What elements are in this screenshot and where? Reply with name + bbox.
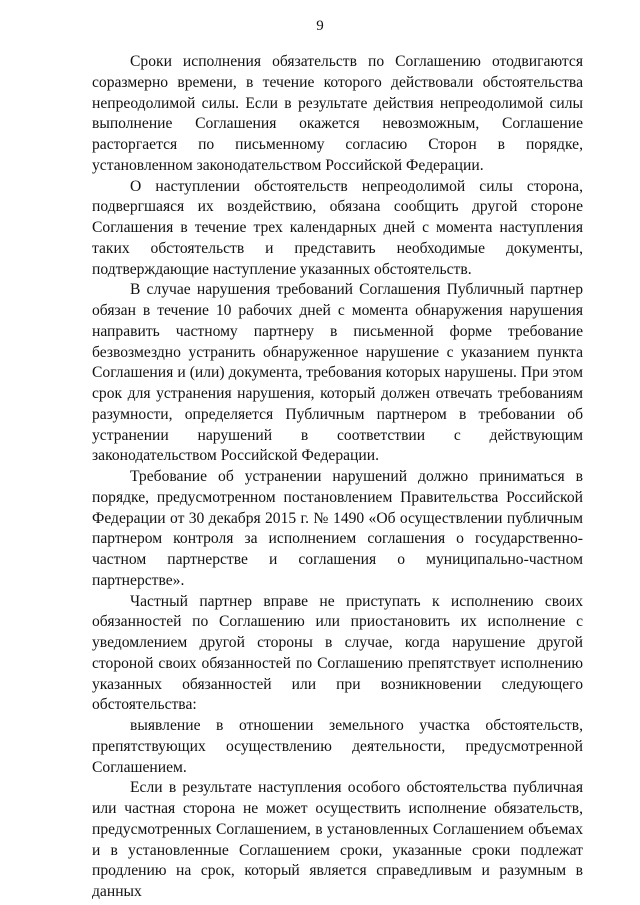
page-number: 9 (316, 18, 324, 34)
paragraph-elimination-order: Требование об устранении нарушений должно приниматься в порядке, предусмотренном постановлением Правительства Российской Федерации от 30 декабря 2015 г. № 1490 «Об осуществлении публичным партнером контроля за исполнением соглашения о государственно-частном партнерстве и соглашения о муниципально-частном партнерстве». (92, 468, 583, 589)
paragraph-private-partner-rights: Частный партнер вправе не приступать к исполнению своих обязанностей по Соглашению или приостановить их исполнение с уведомлением другой стороны в случае, когда нарушение другой стороной своих обязанностей по Соглашению препятствует исполнению указанных обязанностей или при возникновении следующего обстоятельства: (92, 592, 583, 714)
paragraph-force-majeure-notice: О наступлении обстоятельств непреодолимой силы сторона, подвергшаяся их воздействию, обязана сообщить другой стороне Соглашения в течение трех календарных дней с момента наступления таких обстоятельств и представить необходимые документы, подтверждающие наступление указанных обстоятельств. (92, 177, 583, 278)
paragraph-special-circumstances: Если в результате наступления особого обстоятельства публичная или частная сторона не может осуществить исполнение обязательств, предусмотренных Соглашением, в установленных Соглашением объемах и в установленные Соглашением сроки, указанные сроки подлежат продлению на срок, который является справедливым и разумным в данных (92, 779, 583, 900)
paragraph-violation-requirements: В случае нарушения требований Соглашения Публичный партнер обязан в течение 10 рабочих дней с момента обнаружения нарушения направить частному партнеру в письменной форме требование безвозмездно устранить обнаруженное нарушение с указанием пункта Соглашения и (или) документа, требования которых нарушены. При этом срок для устранения нарушения, который должен отвечать требованиям разумности, определяется Публичным партнером в требовании об устранении нарушений в соответствии с действующим законодательством Российской Федерации. (92, 281, 583, 465)
paragraph-land-plot-circumstances: выявление в отношении земельного участка обстоятельств, препятствующих осуществлению деятельности, предусмотренной Соглашением. (92, 717, 583, 776)
document-body (92, 52, 583, 903)
paragraph-force-majeure-terms: Сроки исполнения обязательств по Соглашению отодвигаются соразмерно времени, в течение которого действовали обстоятельства непреодолимой силы. Если в результате действия непреодолимой силы выполнение Соглашения окажется невозможным, Соглашение расторгается по письменному согласию Сторон в порядке, установленном законодательством Российской Федерации. (92, 53, 583, 174)
